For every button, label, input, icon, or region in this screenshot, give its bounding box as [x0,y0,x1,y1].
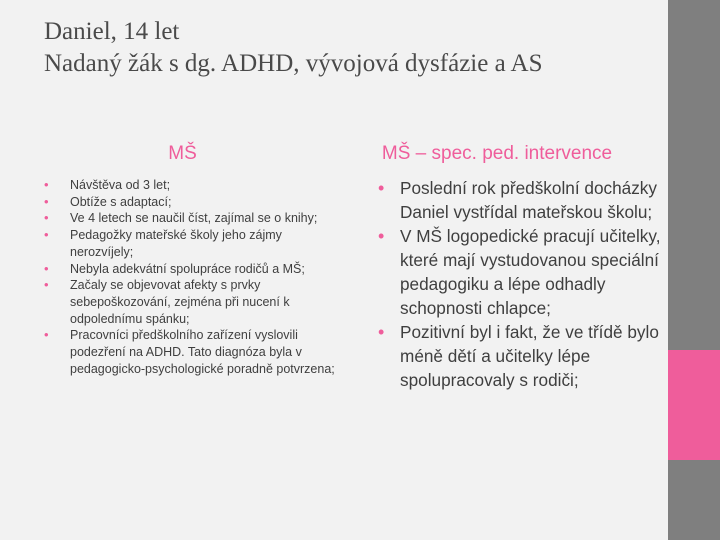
list-item: • Návštěva od 3 let; [44,177,344,194]
right-bullet-list [372,176,668,392]
list-item: • Začaly se objevovat afekty s prvky sebepoškozování, zejména při nucení k odpolednímu spánku; [44,277,344,327]
decorative-accent-bar [668,350,720,460]
left-bullet-list [44,177,344,377]
left-column-heading: MŠ [168,143,197,164]
title-line-1: Daniel, 14 let [44,18,180,45]
list-item: • V MŠ logopedické pracují učitelky, které mají vystudovanou speciální pedagogiku a lépe odhadly schopnosti chlapce; [372,224,668,320]
list-item: • Pedagožky mateřské školy jeho zájmy nerozvíjely; [44,227,344,260]
list-item: • Nebyla adekvátní spolupráce rodičů a MŠ; [44,261,344,278]
list-item: • Poslední rok předškolní docházky Daniel vystřídal mateřskou školu; [372,176,668,224]
right-column-heading: MŠ – spec. ped. intervence [381,143,613,164]
list-item: • Ve 4 letech se naučil číst, zajímal se o knihy; [44,210,344,227]
list-item: • Pozitivní byl i fakt, že ve třídě bylo méně dětí a učitelky lépe spolupracovaly s rodiči; [372,320,668,392]
list-item: • Obtíže s adaptací; [44,194,344,211]
title-line-2: Nadaný žák s dg. ADHD, vývojová dysfázie a AS [44,50,543,77]
list-item: • Pracovníci předškolního zařízení vyslovili podezření na ADHD. Tato diagnóza byla v pedagogicko-psychologické poradně potvrzena; [44,327,344,377]
slide-title [44,16,654,80]
